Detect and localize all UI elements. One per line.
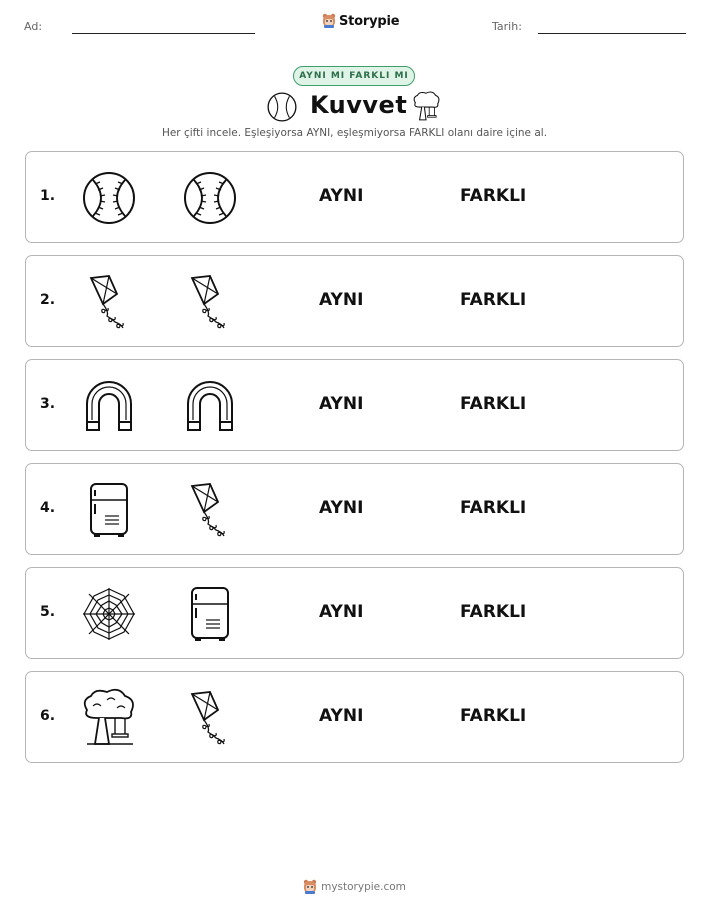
pair-row [25, 671, 684, 763]
name-line [72, 33, 255, 34]
kite-icon [180, 688, 240, 748]
footer [0, 879, 709, 895]
option-same[interactable]: AYNI [319, 186, 364, 206]
storypie-mascot-icon [303, 879, 317, 895]
pair-row [25, 463, 684, 555]
horseshoe-magnet-icon [79, 376, 139, 436]
option-different[interactable]: FARKLI [460, 498, 527, 518]
tree-swing-icon [79, 688, 139, 748]
row-number: 4. [40, 500, 56, 516]
option-different[interactable]: FARKLI [460, 602, 527, 622]
storypie-mascot-icon [322, 13, 336, 29]
option-different[interactable]: FARKLI [460, 290, 527, 310]
row-number: 1. [40, 188, 56, 204]
tree-swing-icon [410, 89, 442, 123]
baseball-icon [180, 168, 240, 228]
brand-name: Storypie [339, 13, 400, 29]
kite-icon [79, 272, 139, 332]
title-row [0, 88, 709, 126]
kite-icon [180, 272, 240, 332]
pair-row [25, 567, 684, 659]
pair-row [25, 255, 684, 347]
date-line [538, 33, 686, 34]
instructions: Her çifti incele. Eşleşiyorsa AYNI, eşleşmiyorsa FARKLI olanı daire içine al. [161, 127, 548, 139]
refrigerator-icon [180, 584, 240, 644]
option-same[interactable]: AYNI [319, 290, 364, 310]
page-title: Kuvvet [310, 91, 408, 119]
spider-web-icon [79, 584, 139, 644]
footer-url: mystorypie.com [321, 881, 406, 893]
option-different[interactable]: FARKLI [460, 706, 527, 726]
worksheet-type-badge: AYNI MI FARKLI MI [293, 66, 415, 86]
option-same[interactable]: AYNI [319, 394, 364, 414]
option-different[interactable]: FARKLI [460, 186, 527, 206]
brand-logo [322, 13, 399, 29]
pair-row [25, 151, 684, 243]
row-number: 6. [40, 708, 56, 724]
name-label: Ad: [24, 20, 43, 33]
pair-row [25, 359, 684, 451]
horseshoe-magnet-icon [180, 376, 240, 436]
baseball-icon [79, 168, 139, 228]
baseball-icon [266, 91, 298, 123]
option-same[interactable]: AYNI [319, 706, 364, 726]
option-same[interactable]: AYNI [319, 602, 364, 622]
kite-icon [180, 480, 240, 540]
row-number: 5. [40, 604, 56, 620]
option-same[interactable]: AYNI [319, 498, 364, 518]
refrigerator-icon [79, 480, 139, 540]
option-different[interactable]: FARKLI [460, 394, 527, 414]
row-number: 3. [40, 396, 56, 412]
date-label: Tarih: [492, 20, 522, 33]
row-number: 2. [40, 292, 56, 308]
